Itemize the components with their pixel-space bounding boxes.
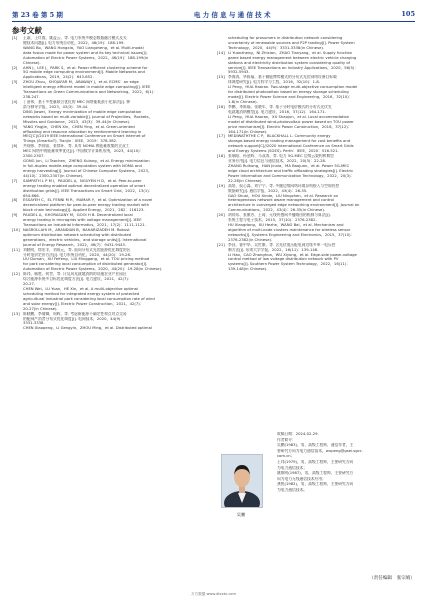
reference-number: [5] — [12, 124, 18, 129]
reference-number: [10] — [12, 227, 20, 232]
reference-text — [228, 134, 415, 154]
reference-line: 高培、侯心淼、刘宁宁、等. 多播边缘网络环境异构接入与空间管控 — [228, 183, 340, 188]
reference-line: 丁嘉伟，基于多变量联合优化的 MEC 网络能耗最小化算法[J]. 弹 — [23, 99, 131, 104]
reference-text — [23, 213, 212, 228]
reference-number: [15] — [217, 75, 225, 80]
reference-line: 刘晓明，徐宏丰，刘筑元，等. 面向分布式光伏能源优化调度的区 — [23, 247, 131, 252]
reference-line: MEC[C]//2019 IEEE International Conference on Smart Internet of — [23, 134, 146, 139]
reference-line: and Energy Systems (SGES). Perth：IEEE，2020：516-521. — [228, 149, 339, 154]
reference-line: Applications，2019，24(2)：643-652. — [23, 75, 94, 80]
reference-line: 业务应用[J]. 电力信息与通信技术，2022，20(3)：22-28. — [228, 159, 327, 164]
reference-line: network support[C]//2020 International Conference on Smart Grids — [228, 144, 354, 149]
reference-line: block chain technology[J]. Applied Energy，2021，282：116123. — [23, 208, 145, 213]
reference-number: [18] — [217, 154, 225, 159]
reference-line: scheduling for prosumers in distribution network considering — [228, 36, 343, 40]
reference-item — [12, 228, 212, 248]
reference-text — [228, 75, 415, 105]
reference-translation-line: 139-148(in Chinese). — [228, 267, 268, 272]
reference-item — [217, 134, 415, 154]
reference-item — [12, 125, 212, 145]
reference-translation-line: 20-27(in Chinese). — [23, 306, 58, 311]
reference-item — [217, 105, 415, 135]
reference-line: 综合能源系统多目标优化调度方法[J]. 电力建设，2021，42(7)： — [23, 277, 132, 282]
reference-line: 20-27. — [23, 282, 36, 287]
reference-text — [23, 36, 212, 66]
bio-line: 要研究方向为电力通信技术，wupeng@gsei.sgcc. — [277, 448, 363, 453]
reference-item — [12, 100, 212, 125]
reference-translation-line: 1-8(in Chinese). — [228, 99, 258, 104]
reference-item — [12, 312, 212, 332]
reference-line: 体调度研究[J]. 电力科学与工程，2016，32(10)：1-8. — [228, 80, 320, 85]
reference-translation-line: in full-duplex mobile-edge computation system with NOMA and — [23, 163, 142, 168]
reference-number: [7] — [12, 178, 18, 183]
reference-translation-line: architecture in converged edge networking environment[J]. Journal on — [228, 203, 360, 208]
reference-line: LI Yuanzheng，NI Zhixian，ZHAO Tianyang，et al. Supply function — [228, 50, 353, 55]
reference-line: Things (SmartIoT). Tianjin：IEEE，2019：378-382. — [23, 139, 118, 144]
reference-line: 5932-5943. — [228, 70, 250, 75]
reference-translation-line: mode[J]. Electric Power Science and Engineering，2016，32(10)： — [228, 95, 353, 100]
reference-translation-line: LI Hao，CAO Zhonghua，WU Xiyong，et al. Edge-side power-voltage — [228, 252, 357, 257]
reference-translation-line: CHEN Xiaopeng，LI Gengyin，ZHOU Ming，et al. Distributed optimal — [23, 326, 152, 331]
reference-translation-line: 22-28(in Chinese). — [228, 178, 263, 183]
reference-number — [217, 36, 228, 51]
journal-title: 电 力 信 息 与 通 信 技 术 — [193, 10, 271, 19]
reference-translation-line: control method of low voltage distribution network with PV — [228, 257, 339, 262]
responsible-editor: （责任编辑 张宗娟） — [369, 576, 415, 581]
reference-translation-line: HU Xiangdong，XU Hezhe，WANG Bai，et al. Mechanism and — [228, 223, 344, 228]
reference-item — [217, 51, 415, 76]
reference-line: offloading and resource allocation by reinforcement learning in — [23, 129, 142, 134]
reference-translation-line: DING Jiawei，Energy minimization of mobile edge computation — [23, 109, 142, 114]
reference-text — [23, 248, 212, 273]
reference-number: [2] — [12, 65, 18, 70]
reference-translation-line: GONG Jun，LI Taochen，ZHENG Xulang，et al. Energy minimization — [23, 159, 150, 164]
reference-translation-line: Communications，2022，43(4)：26-35(in Chinese). — [228, 208, 325, 213]
reference-line: 陈晓鹏，李倩卿，周辉，等. 考虑新能源不确定性和点对点交易 — [23, 311, 127, 316]
reference-line: 2300-2307. — [23, 154, 45, 159]
reference-translation-line: 44(10)：2300-2307(in Chinese). — [23, 173, 84, 178]
reference-text — [23, 125, 212, 145]
reference-item — [217, 154, 415, 184]
reference-translation-line: GAO Shuai，HOU Xinde，LIU Ningzhen，et al. Research on — [228, 193, 339, 198]
reference-text — [23, 312, 212, 332]
reference-item — [217, 75, 415, 105]
reference-line: Transactions on Green Communications and Networking，2022，6(1)： — [23, 90, 157, 95]
reference-number: [16] — [217, 104, 225, 109]
reference-line: 李昌、曹中华、吴世康、等. 含光伏低压配电网边缘多单一电压控 — [228, 242, 336, 247]
bio-line: 为电力通信技术。 — [277, 487, 308, 492]
reference-item — [12, 198, 212, 213]
reference-item — [12, 36, 212, 66]
reference-translation-line: agricultural industrial park considering local consumption rate of wind — [23, 296, 155, 301]
reference-line: AHN J，LEE J，PARK S，et al. Power efficient clustering scheme for — [23, 65, 148, 70]
reference-line: PAUDEL A，KHORASANY M，GOOI H B. Decentralized local — [23, 213, 133, 218]
bio-line: 向为电力无线通信技术应用； — [277, 476, 326, 481]
reference-text — [23, 272, 212, 311]
reference-line: energy trading enabled optimal decentralized operation of smart — [23, 183, 146, 188]
reference-number: [4] — [12, 99, 18, 104]
reference-translation-line: Automation of Electric Power Systems，2020，44(20)：19-28(in Chinese). — [23, 267, 163, 272]
reference-text — [228, 105, 415, 135]
bio-line: 为电力通信技术； — [277, 465, 308, 470]
reference-text — [228, 51, 415, 76]
author-name: 吴鹏 — [236, 512, 246, 517]
reference-translation-line: CHEN Wei，LU Yuan，HE Xin，et al. A multi-objective optimal — [23, 287, 138, 292]
reference-number: [20] — [217, 213, 225, 218]
reference-line: 张瑞阳、孙金辉、马双涛、等. 电力 5G-MEC 边缘云架构和典型 — [228, 154, 334, 159]
reference-number: [11] — [12, 247, 20, 252]
reference-line: distribution grids[J]. IEEE Transactions on Smart Grid，2022，13(1)： — [23, 188, 153, 193]
reference-line: 王淑、王红霞、姚益云、等. 电力系统多模态数据融合模式及关 — [23, 36, 127, 40]
reference-text — [228, 36, 415, 51]
reference-line: MEC 网络中的能量效率优化[J]. 中国数学计算机系统，2023，44(10)： — [23, 149, 144, 154]
reference-line: 数据研究[J]. 通信学报，2022，43(4)：26-35. — [228, 188, 308, 193]
reference-translation-line: scheduling method for integrated energy system of protected — [23, 291, 140, 296]
reference-translation-line: Automation of Electric Power Systems，2022，46(19)：188-199(in — [23, 55, 149, 60]
page-footer: 万方数据 www.dlxxtx.com — [190, 592, 237, 596]
reference-translation-line: networks[J]. Systems Engineering and Electronics，2015，37(10)： — [228, 232, 355, 237]
reference-number: [14] — [217, 50, 225, 55]
reference-translation-line: model of distributed wind-photovoltaic power based on TOU power — [228, 119, 354, 124]
bio-line: com.cn； — [277, 454, 295, 459]
reference-number: [19] — [217, 183, 225, 188]
running-header — [12, 8, 415, 20]
reference-number: [3] — [12, 80, 18, 85]
reference-text — [228, 243, 415, 273]
reference-translation-line: WANG Bo，WANG Hongxia，YAO Liangzheng，et al. Multi-modal — [23, 45, 144, 50]
reference-line: 的配网产消者分布式优化调度[J]. 电网技术，2020，44(9)： — [23, 316, 125, 321]
reference-item — [12, 248, 212, 273]
author-bio — [217, 432, 415, 572]
reference-line: Technology，2020，44(9)：3331-3338(in Chinese). — [228, 45, 325, 50]
reference-line: 李海涛，华陈福、基于储能博弈模式的分布式光伏网络设备目标载 — [228, 75, 337, 80]
reference-translation-line: energy harvesting[J]. Journal of Chinese Computer Systems，2023， — [23, 168, 152, 173]
reference-line: intelligent energy efficient model in mobile edge computing[J]. IEEE — [23, 85, 151, 90]
references-right-column — [217, 36, 415, 272]
bio-line: 吴鹏(1983)，男，高级工程师，通信作者，主 — [277, 443, 354, 448]
reference-text — [23, 179, 212, 199]
reference-line: energy trading in microgrids with voltage management[J]. IEEE — [23, 218, 142, 223]
reference-line: storage-based energy trading management for cost benefits and — [228, 139, 351, 144]
reference-number: [21] — [217, 242, 225, 247]
reference-line: stations and electricity distribution system considering quality of — [228, 60, 350, 65]
reference-text — [23, 100, 212, 125]
reference-translation-line: LIU Duman，XU Feifeng，LIU Minggang，et al. TOU pricing method — [23, 257, 150, 262]
reference-item — [217, 243, 415, 273]
reference-translation-line: LI Peng，HUA Haoran. Two-stage multi-objective consumption model — [228, 85, 358, 90]
reference-line: SAMPATH L P M I，PAUDEL A，NGUYEN H D，et al. Peer-to-peer — [23, 178, 142, 183]
reference-item — [12, 213, 212, 228]
reference-line: 键技术问题[J]. 电力系统自动化，2022，46(19)：188-199. — [23, 40, 125, 45]
reference-translation-line: 2376-2382(in Chinese). — [228, 237, 273, 242]
header-rule — [12, 21, 415, 22]
reference-item — [12, 66, 212, 81]
reference-line: 系统工程与电子技术，2015，37(10)：2376-2382. — [228, 218, 317, 223]
reference-translation-line: for park considering local consumption of distributed generator[J]. — [23, 262, 148, 267]
reference-line: 胡尚东、张康芳、王琦、无线传感网多播路由的机制与算法[J]. — [228, 213, 331, 218]
reference-translation-line: for distributed photovoltaic based on energy storage scheduling — [228, 90, 349, 95]
reference-line: service[J]. IEEE Transactions on Industry Applications，2020，56(5)： — [228, 65, 359, 70]
reference-translation-line: heterogeneous network aware management and control — [228, 198, 335, 203]
reference-line: uncertainty of renewable sources and P2P trading[J]. Power System — [228, 40, 355, 45]
reference-text — [228, 213, 415, 243]
bio-line: 姚维明(1987)，男，高级工程师，主要研究方 — [277, 471, 354, 476]
author-label: 作者简介： — [277, 437, 296, 442]
author-photo — [221, 454, 263, 508]
reference-number: [8] — [12, 198, 18, 203]
reference-line: 5G mobile edge computing environment[J]. Mobile Networks and — [23, 70, 145, 75]
issue-label: 第 23 卷 第 5 期 — [12, 10, 63, 19]
reference-number: [17] — [217, 134, 225, 139]
page-number: 105 — [401, 10, 415, 18]
reference-item — [217, 213, 415, 243]
reference-number: [1] — [12, 36, 18, 40]
reference-line: 制方法[J]. 东南大学学报，2022，16(11)：139-148. — [228, 247, 319, 252]
received-date: 收稿日期：2024-02-29. — [277, 432, 319, 436]
reference-line: 共翊伟、李翔宙、张徐环、等. 具有 NOMA 和能量收集的全双工 — [23, 144, 130, 149]
reference-number: [6] — [12, 144, 18, 149]
reference-text — [23, 80, 212, 100]
reference-item — [12, 272, 212, 311]
reference-line: 238-247. — [23, 95, 40, 100]
reference-line: Transactions on Industrial Informatics，2021，17(2)：1111-1121. — [23, 223, 146, 228]
reference-item — [217, 36, 415, 51]
reference-line: decentralized platform for peer-to-peer energy trading market with — [23, 203, 150, 208]
reference-number: [13] — [12, 311, 20, 316]
reference-text — [23, 228, 212, 248]
reference-item — [12, 80, 212, 100]
reference-line: 654-666. — [23, 193, 40, 198]
reference-translation-line: data fusion mode for power system and its key technical issues[J]. — [23, 50, 148, 55]
reference-text — [228, 154, 415, 184]
reference-line: 陈玮，顾胜，何世，等. 计及风光就地消纳的设施农业产业园区 — [23, 272, 127, 277]
reference-item — [217, 184, 415, 214]
reference-translation-line: networks based on multi-variable[J]. Journal of Projectiles，Rockets， — [23, 114, 153, 119]
reference-translation-line: price mechanism[J]. Electric Power Construction，2016，37(12)： — [228, 124, 352, 129]
references-title: 参考文献 — [12, 26, 42, 35]
reference-text — [23, 66, 212, 81]
bio-line: 龚悦(1982)，男，高级工程师，主要研究方向 — [277, 482, 354, 487]
bio-line: 王玮(1979)，男，高级工程师，主要研究方向 — [277, 459, 354, 464]
reference-line: NASROLLAHI M，ARANDIAN B，BAHARIZADEH M. Robust — [23, 227, 130, 232]
reference-line: ZHOU Zhou，SHOJAFAR M，ABAWAJY J，et al. ECMS：an edge — [23, 80, 139, 85]
reference-text — [23, 144, 212, 178]
reference-translation-line: Chinese). — [23, 60, 41, 65]
reference-text — [228, 184, 415, 214]
references-left-column — [12, 36, 212, 331]
reference-line: ESSAYEH C，EL FENNI M R，MAMAR Y，et al. Optimization of a novel — [23, 198, 153, 203]
reference-line: MEDIWATHTHE C P，BLACKHALL L. Community energy — [228, 134, 331, 139]
reference-translation-line: Power Information and Communication Technology，2022，20(3)： — [228, 173, 355, 178]
reference-line: Journal of Energy Research，2022，46(7)：9431-9443. — [23, 242, 126, 247]
reference-translation-line: and solar energy[J]. Electric Power Construction，2021，42(7)： — [23, 301, 144, 306]
reference-number: [12] — [12, 272, 20, 277]
reference-text — [23, 198, 212, 213]
reference-translation-line: 164-171(in Chinese). — [228, 129, 268, 134]
reference-line: 李鹏，华陈福，张晓军，等. 基于分时电价模式的分布式光伏发 — [228, 104, 332, 109]
reference-line: 电就地消纳模型[J]. 电力建设，2016，37(12)：164-171. — [228, 109, 326, 114]
reference-line: game based energy management between electric vehicle charging — [228, 55, 357, 60]
reference-translation-line: edge cloud architecture and traffic offloading strategies[J]. Electric — [228, 168, 354, 173]
reference-line: generations，electric vehicles，and storage units[J]. International — [23, 237, 147, 242]
reference-translation-line: LI Peng，HUA Haoran，XU Shaojun，et al. Local accommodation — [228, 114, 350, 119]
reference-item — [12, 144, 212, 178]
reference-item — [12, 179, 212, 199]
reference-translation-line: ZHANG Ruihong，HAN Jinxia，MA Baojuan，et al. Power 5G-MEC — [228, 163, 350, 168]
reference-line: 箭与制导学报，2023，43(3)：39-44. — [23, 104, 89, 109]
reference-line: optimum distribution network scheduling with distributed — [23, 232, 132, 237]
reference-number: [9] — [12, 213, 18, 218]
reference-line: YANG Yingjie，CHEN Xin，CHEN Ying，et al. Green-oriented — [23, 124, 135, 129]
reference-line: 分时电价定价方法[J]. 电力系统自动化，2020，44(20)：19-28. — [23, 252, 132, 257]
reference-translation-line: Missiles and Guidance，2023，43(3)：39-44(in Chinese). — [23, 119, 131, 124]
reference-translation-line: systems[J]. Southern Power System Technology，2022，16(11)： — [228, 262, 351, 267]
bio-text — [277, 432, 415, 494]
reference-line: 3331-3338. — [23, 321, 45, 326]
reference-translation-line: algorithm of multi-node clusters maintenance for wireless sensor — [228, 227, 351, 232]
